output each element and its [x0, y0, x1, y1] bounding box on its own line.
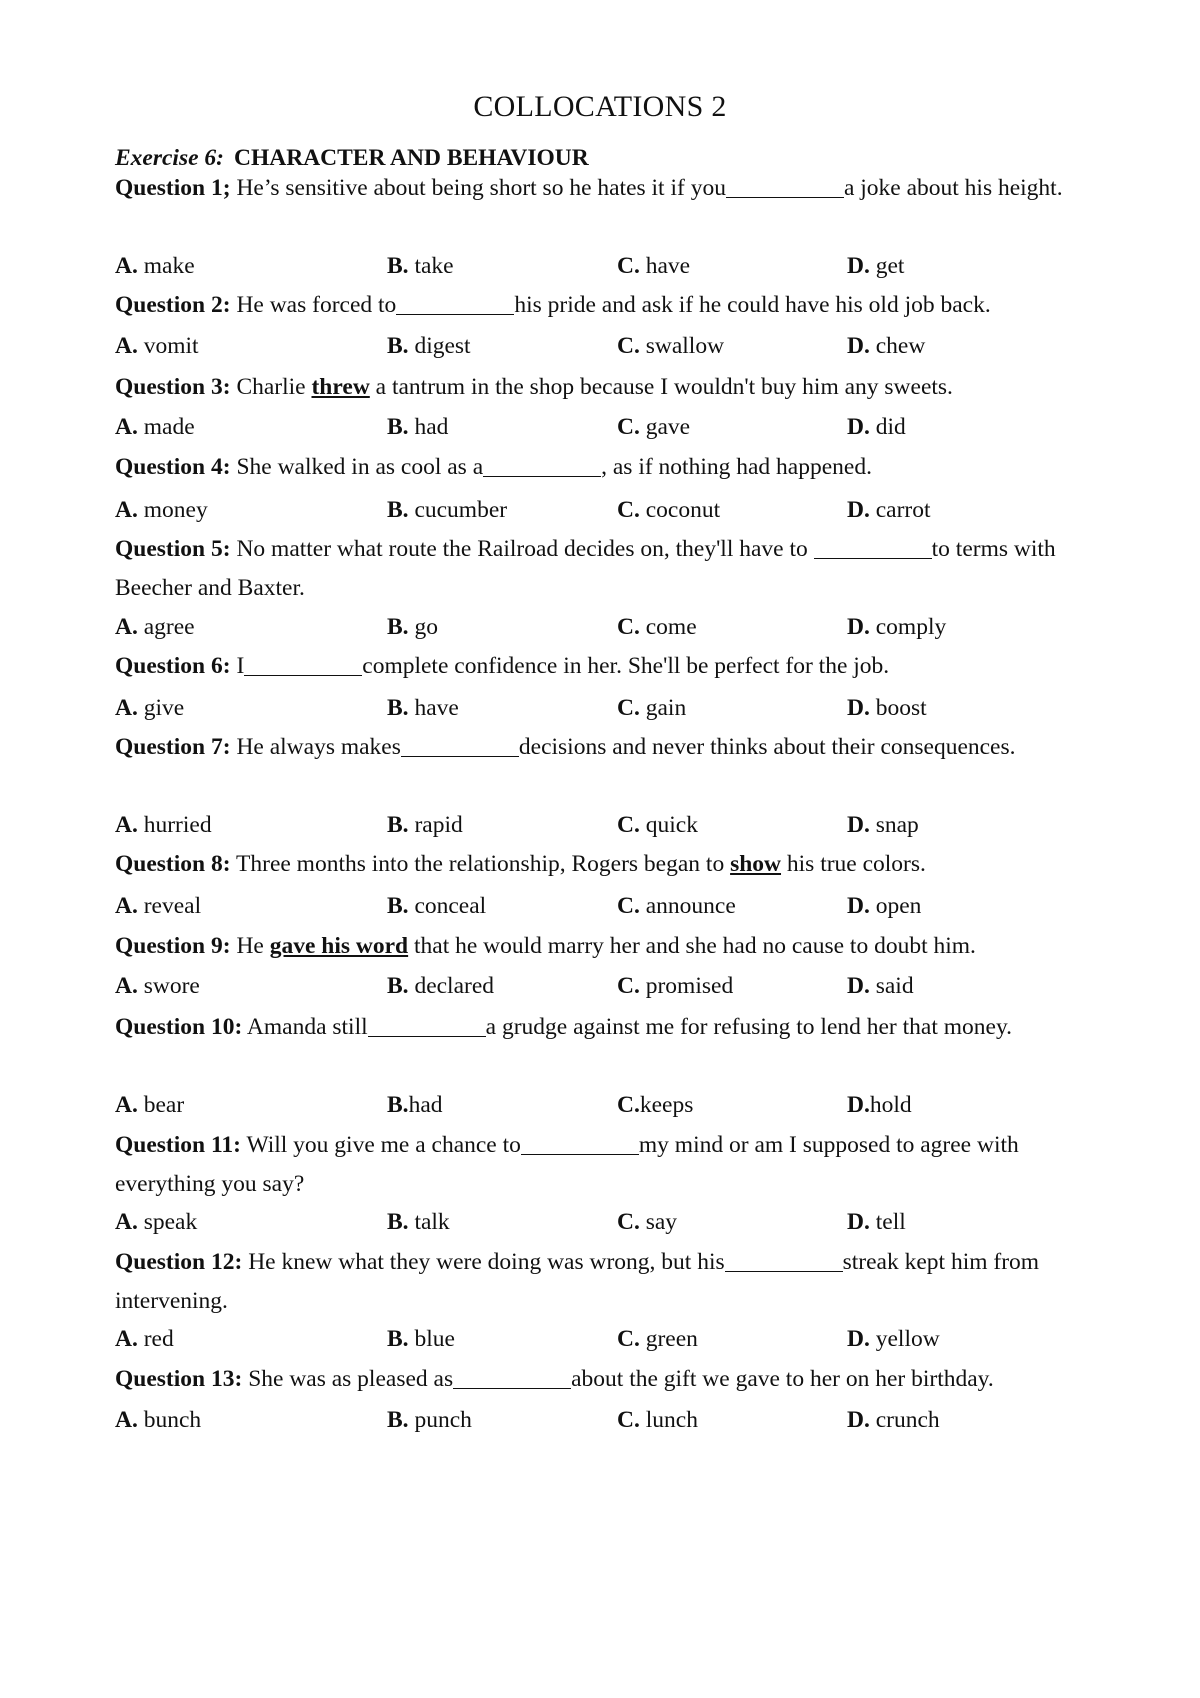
- page-title: COLLOCATIONS 2: [473, 90, 727, 123]
- option-a: A. give: [115, 695, 185, 721]
- answer-blank: [401, 733, 519, 758]
- question-1: [115, 169, 1095, 208]
- question-text: streak kept him from intervening.: [115, 1249, 1040, 1314]
- option-a: A. vomit: [115, 333, 199, 359]
- option-a: A. reveal: [115, 893, 202, 919]
- option-c: C. come: [617, 614, 697, 640]
- option-b: B. declared: [387, 973, 495, 999]
- question-text: Three months into the relationship, Rogers began to: [230, 851, 731, 877]
- option-d: D. boost: [847, 695, 927, 721]
- option-d: D.hold: [847, 1092, 912, 1118]
- question-text: his pride and ask if he could have his old job back.: [514, 292, 991, 318]
- exercise-label: Exercise 6:: [115, 145, 224, 171]
- option-b: B.had: [387, 1092, 443, 1118]
- answer-blank: [396, 291, 514, 316]
- question-label: Question 2:: [115, 292, 231, 318]
- options-10: [115, 1086, 1115, 1125]
- question-text: Charlie: [230, 374, 312, 400]
- option-b: B. talk: [387, 1209, 450, 1235]
- question-7: [115, 728, 1095, 767]
- underlined-phrase: threw: [311, 374, 370, 400]
- options-4: [115, 491, 1115, 530]
- option-b: B. take: [387, 253, 454, 279]
- option-a: A. speak: [115, 1209, 198, 1235]
- question-5: [115, 530, 1095, 608]
- question-text: Amanda still: [242, 1014, 368, 1040]
- answer-blank: [814, 535, 932, 560]
- option-c: C. say: [617, 1209, 678, 1235]
- question-text: decisions and never thinks about their consequences.: [518, 734, 1016, 760]
- question-text: I: [230, 653, 245, 679]
- question-text: He’s sensitive about being short so he hates it if you: [230, 175, 726, 201]
- options-7: [115, 806, 1115, 845]
- option-b: B. punch: [387, 1407, 472, 1433]
- question-4: [115, 448, 1095, 487]
- question-text: He: [230, 933, 270, 959]
- answer-blank: [726, 174, 844, 199]
- question-label: Question 1;: [115, 175, 231, 201]
- answer-blank: [368, 1013, 486, 1038]
- options-2: [115, 327, 1115, 366]
- question-13: [115, 1360, 1095, 1399]
- option-a: A. make: [115, 253, 195, 279]
- question-label: Question 3:: [115, 374, 231, 400]
- option-c: C. have: [617, 253, 691, 279]
- options-13: [115, 1401, 1115, 1440]
- option-d: D. comply: [847, 614, 947, 640]
- option-a: A. made: [115, 414, 195, 440]
- option-c: C. promised: [617, 973, 734, 999]
- options-12: [115, 1320, 1115, 1359]
- option-b: B. rapid: [387, 812, 463, 838]
- question-text: a tantrum in the shop because I wouldn't buy him any sweets.: [369, 374, 953, 400]
- option-a: A. red: [115, 1326, 174, 1352]
- question-text: to terms with Beecher and Baxter.: [115, 536, 1056, 601]
- options-5: [115, 608, 1115, 647]
- option-b: B. have: [387, 695, 459, 721]
- option-c: C. gave: [617, 414, 691, 440]
- question-label: Question 13:: [115, 1366, 243, 1392]
- question-text: He was forced to: [230, 292, 397, 318]
- option-b: B. digest: [387, 333, 471, 359]
- question-text: She walked in as cool as a: [230, 454, 484, 480]
- option-c: C. gain: [617, 695, 687, 721]
- question-3: [115, 368, 1095, 407]
- question-label: Question 8:: [115, 851, 231, 877]
- question-8: [115, 845, 1095, 884]
- option-c: C. coconut: [617, 497, 721, 523]
- option-d: D. get: [847, 253, 905, 279]
- question-label: Question 12:: [115, 1249, 243, 1275]
- option-a: A. money: [115, 497, 208, 523]
- option-d: D. tell: [847, 1209, 906, 1235]
- options-8: [115, 887, 1115, 926]
- answer-blank: [244, 652, 362, 677]
- exercise-topic: CHARACTER AND BEHAVIOUR: [234, 145, 589, 171]
- options-11: [115, 1203, 1115, 1242]
- options-3: [115, 408, 1115, 447]
- option-b: B. blue: [387, 1326, 455, 1352]
- option-c: C. announce: [617, 893, 736, 919]
- option-d: D. open: [847, 893, 922, 919]
- exercise-heading: [115, 145, 589, 172]
- question-text: He always makes: [230, 734, 401, 760]
- option-d: D. crunch: [847, 1407, 940, 1433]
- option-d: D. said: [847, 973, 914, 999]
- option-a: A. hurried: [115, 812, 212, 838]
- option-c: C. lunch: [617, 1407, 698, 1433]
- answer-blank: [483, 453, 601, 478]
- option-d: D. snap: [847, 812, 919, 838]
- option-b: B. had: [387, 414, 449, 440]
- underlined-phrase: gave his word: [269, 933, 409, 959]
- question-text: that he would marry her and she had no cause to doubt him.: [408, 933, 976, 959]
- answer-blank: [453, 1365, 571, 1390]
- options-9: [115, 967, 1115, 1006]
- option-d: D. carrot: [847, 497, 931, 523]
- option-a: A. bear: [115, 1092, 185, 1118]
- option-a: A. agree: [115, 614, 195, 640]
- options-6: [115, 689, 1115, 728]
- question-text: complete confidence in her. She'll be perfect for the job.: [362, 653, 890, 679]
- answer-blank: [521, 1131, 639, 1156]
- question-text: his true colors.: [781, 851, 926, 877]
- underlined-phrase: show: [730, 851, 782, 877]
- option-d: D. did: [847, 414, 906, 440]
- question-label: Question 9:: [115, 933, 231, 959]
- option-d: D. chew: [847, 333, 926, 359]
- question-text: Will you give me a chance to: [241, 1132, 521, 1158]
- question-text: about the gift we gave to her on her birthday.: [571, 1366, 994, 1392]
- option-b: B. conceal: [387, 893, 487, 919]
- question-9: [115, 927, 1095, 966]
- question-text: a joke about his height.: [843, 175, 1063, 201]
- question-text: , as if nothing had happened.: [601, 454, 872, 480]
- option-b: B. go: [387, 614, 438, 640]
- question-label: Question 5:: [115, 536, 231, 562]
- question-text: my mind or am I supposed to agree with everything you say?: [115, 1132, 1019, 1197]
- question-text: a grudge against me for refusing to lend her that money.: [485, 1014, 1013, 1040]
- option-c: C.keeps: [617, 1092, 694, 1118]
- question-6: [115, 647, 1095, 686]
- question-label: Question 10:: [115, 1014, 243, 1040]
- question-label: Question 11:: [115, 1132, 242, 1158]
- question-12: [115, 1243, 1095, 1321]
- question-text: She was as pleased as: [242, 1366, 454, 1392]
- question-text: No matter what route the Railroad decides on, they'll have to: [230, 536, 814, 562]
- question-2: [115, 286, 1095, 325]
- question-text: He knew what they were doing was wrong, but his: [242, 1249, 725, 1275]
- options-1: [115, 247, 1115, 286]
- option-c: C. quick: [617, 812, 698, 838]
- question-label: Question 6:: [115, 653, 231, 679]
- question-11: [115, 1126, 1095, 1204]
- option-a: A. swore: [115, 973, 200, 999]
- option-c: C. swallow: [617, 333, 725, 359]
- option-c: C. green: [617, 1326, 698, 1352]
- question-10: [115, 1008, 1095, 1047]
- option-d: D. yellow: [847, 1326, 940, 1352]
- question-label: Question 7:: [115, 734, 231, 760]
- option-b: B. cucumber: [387, 497, 508, 523]
- question-label: Question 4:: [115, 454, 231, 480]
- option-a: A. bunch: [115, 1407, 202, 1433]
- answer-blank: [725, 1248, 843, 1273]
